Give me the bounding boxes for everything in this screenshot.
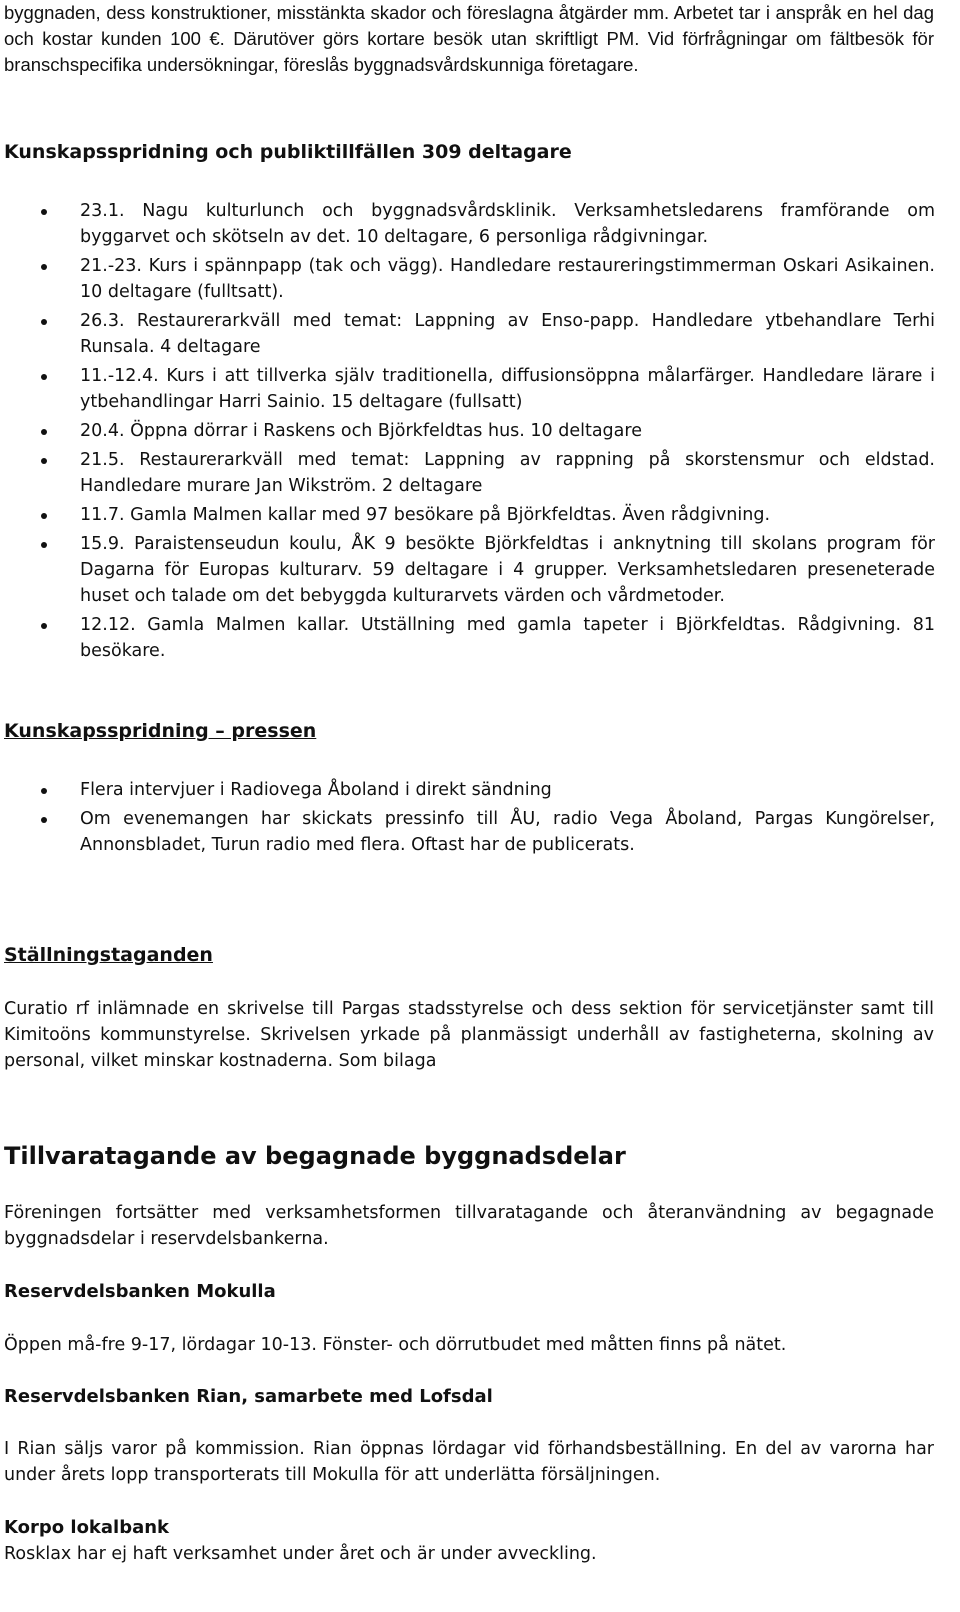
bullet-icon <box>41 817 47 823</box>
bullet-icon <box>41 264 47 270</box>
bullet-icon <box>41 319 47 325</box>
events-heading: Kunskapsspridning och publiktillfällen 309 deltagare <box>4 141 572 163</box>
list-item: Om evenemangen har skickats pressinfo till ÅU, radio Vega Åboland, Pargas Kungörelser, Annonsbladet, Turun radio med flera. Oftast har de publicerats. <box>0 806 935 858</box>
list-item: 20.4. Öppna dörrar i Raskens och Björkfeldtas hus. 10 deltagare <box>0 418 935 444</box>
list-item: 15.9. Paraistenseudun koulu, ÅK 9 besökte Björkfeldtas i anknytning till skolans program för Dagarna för Europas kulturarv. 59 deltagare i 4 grupper. Verksamhetsledaren preseneterade huset och talade om det bebyggda kulturarvets värden och vårdmetoder. <box>0 531 935 609</box>
list-item: 11.-12.4. Kurs i att tillverka själv traditionella, diffusionsöppna målarfärger. Handledare lärare i ytbehandlingar Harri Sainio. 15 deltagare (fullsatt) <box>0 363 935 415</box>
intro-paragraph: byggnaden, dess konstruktioner, misstänkta skador och föreslagna åtgärder mm. Arbetet tar i anspråk en hel dag och kostar kunden 100 €. Därutöver görs kortare besök utan skriftligt PM. Vid förfrågningar om fältbesök för branschspecifika undersökningar, föreslås byggnadsvårdskunniga företagare. <box>4 2 934 75</box>
list-item: Flera intervjuer i Radiovega Åboland i direkt sändning <box>0 777 935 803</box>
events-list <box>0 198 935 667</box>
bullet-icon <box>41 209 47 215</box>
press-list <box>0 777 935 861</box>
korpo-paragraph: Rosklax har ej haft verksamhet under året och är under avveckling. <box>4 1544 597 1564</box>
list-item: 26.3. Restaurerarkväll med temat: Lappning av Enso-papp. Handledare ytbehandlare Terhi Runsala. 4 deltagare <box>0 308 935 360</box>
bullet-icon <box>41 429 47 435</box>
reuse-paragraph: Föreningen fortsätter med verksamhetsformen tillvaratagande och återanvändning av begagnade byggnadsdelar i reservdelsbankerna. <box>4 1203 934 1249</box>
korpo-heading: Korpo lokalbank <box>4 1517 170 1538</box>
mokulla-heading: Reservdelsbanken Mokulla <box>4 1281 276 1302</box>
positions-heading: Ställningstaganden <box>4 944 213 966</box>
bullet-icon <box>41 542 47 548</box>
list-item: 21.5. Restaurerarkväll med temat: Lappning av rappning på skorstensmur och eldstad. Handledare murare Jan Wikström. 2 deltagare <box>0 447 935 499</box>
list-item: 23.1. Nagu kulturlunch och byggnadsvårdsklinik. Verksamhetsledarens framförande om byggarvet och skötseln av det. 10 deltagare, 6 personliga rådgivningar. <box>0 198 935 250</box>
list-item: 12.12. Gamla Malmen kallar. Utställning med gamla tapeter i Björkfeldtas. Rådgivning. 81 besökare. <box>0 612 935 664</box>
rian-paragraph: I Rian säljs varor på kommission. Rian öppnas lördagar vid förhandsbeställning. En del av varorna har under årets lopp transporterats till Mokulla för att underlätta försäljningen. <box>4 1439 934 1485</box>
bullet-icon <box>41 374 47 380</box>
list-item: 21.-23. Kurs i spännpapp (tak och vägg). Handledare restaureringstimmerman Oskari Asikainen. 10 deltagare (fulltsatt). <box>0 253 935 305</box>
bullet-icon <box>41 513 47 519</box>
rian-heading: Reservdelsbanken Rian, samarbete med Lofsdal <box>4 1386 493 1407</box>
mokulla-paragraph: Öppen må-fre 9-17, lördagar 10-13. Fönster- och dörrutbudet med måtten finns på nätet. <box>4 1335 787 1355</box>
bullet-icon <box>41 788 47 794</box>
positions-paragraph: Curatio rf inlämnade en skrivelse till Pargas stadsstyrelse och dess sektion för servicetjänster samt till Kimitoöns kommunstyrelse. Skrivelsen yrkade på planmässigt underhåll av fastigheterna, skolning av personal, vilket minskar kostnaderna. Som bilaga <box>4 999 934 1071</box>
reuse-heading: Tillvaratagande av begagnade byggnadsdelar <box>4 1142 626 1170</box>
press-heading: Kunskapsspridning – pressen <box>4 720 317 742</box>
list-item: 11.7. Gamla Malmen kallar med 97 besökare på Björkfeldtas. Även rådgivning. <box>0 502 935 528</box>
bullet-icon <box>41 458 47 464</box>
bullet-icon <box>41 623 47 629</box>
